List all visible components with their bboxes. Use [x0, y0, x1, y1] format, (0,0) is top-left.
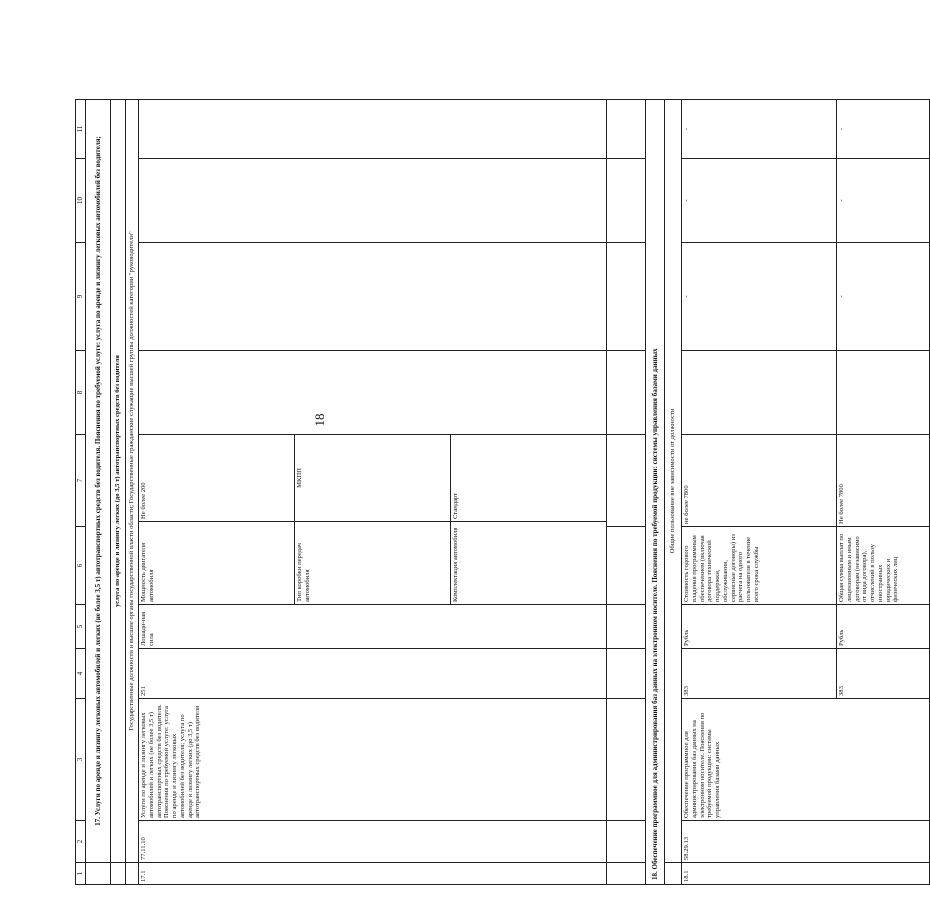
item-name: Услуги по аренде и лизингу легковых автомобилей и легких (не более 3,5 т) автотранспортных средств без водителя. Пояснения по требуемой услуге: услуга по аренде и лизингу легковых автомобилей без водителя; услуга по аренде и лизингу легких (до 3,5 т) автотранспортных средств без водителя — [139, 699, 607, 821]
page-number: 18 — [312, 413, 327, 427]
okpd-code: 58.29.13 — [682, 821, 930, 863]
dash-cell: - — [682, 159, 837, 243]
char-value: Не более 200 — [139, 435, 295, 522]
col-num: 3 — [76, 699, 86, 821]
col-num: 1 — [76, 863, 86, 885]
col-num: 9 — [76, 243, 86, 351]
empty-cell — [837, 351, 930, 435]
spacer-row — [607, 100, 646, 885]
requirements-table — [75, 99, 930, 885]
section-17-category-row — [126, 100, 139, 885]
col-num: 2 — [76, 821, 86, 863]
empty-cell — [139, 351, 607, 435]
item-name: Обеспечение программное для администрирования баз данных на электронном носителе. Пояснения по требуемой продукции: системы управления базами данных — [682, 699, 930, 821]
empty-cell — [139, 243, 607, 351]
empty-cell — [682, 351, 837, 435]
dash-cell: - — [837, 100, 930, 159]
dash-cell: - — [682, 243, 837, 351]
col-num: 8 — [76, 351, 86, 435]
okei-name: Рубль — [837, 605, 930, 649]
char-name: Тип коробки передач автомобиля — [295, 522, 451, 605]
section-17-title: 17. Услуги по аренде и лизингу легковых автомобилей и легких (не более 3,5 т) автотранспортных средств без водителя. Пояснения по требуемой услуге: услуга по аренде и лизингу легковых автомобилей без водителя; — [86, 100, 111, 863]
rotated-table-sheet — [75, 100, 900, 885]
row-number: 18.1 — [682, 863, 930, 885]
section-17-category: Государственные должности и высшие органы государственной власти области; Государственные гражданские служащие высшей группы должностей категории "руководители" — [126, 100, 139, 863]
okei-code: 383 — [837, 649, 930, 699]
empty-cell — [139, 159, 607, 243]
col-num: 11 — [76, 100, 86, 159]
col-num: 4 — [76, 649, 86, 699]
table-row-17-1 — [139, 100, 607, 885]
row-number: 17.1 — [139, 863, 607, 885]
characteristics-table — [139, 435, 606, 604]
okei-code: 383 — [682, 649, 837, 699]
char-name: Стоимость годового владения программным обеспечением (включая договора технической поддержки, обслуживания, сервисные договоры) из расчета на одного пользователя в течение всего срока службы — [682, 527, 837, 605]
section-18-title-row — [646, 100, 665, 885]
okei-code: 251 — [139, 649, 607, 699]
char-value: Стандарт — [452, 492, 459, 519]
section-18-common-row — [665, 100, 682, 885]
characteristics-cell — [139, 435, 607, 605]
section-17-subtitle-row — [111, 100, 126, 885]
empty-cell — [139, 100, 607, 159]
okpd-code: 77.11.10 — [139, 821, 607, 863]
char-name: Общая сумма выплат по лицензионным и иным договорам (независимо от вида договора), отчислений в пользу иностранных юридических и физических лиц — [837, 527, 930, 605]
char-name: Комплектация автомобиля — [451, 522, 607, 605]
col-num: 10 — [76, 159, 86, 243]
dash-cell: - — [682, 100, 837, 159]
section-18-title: 18. Обеспечение программное для администрирования баз данных на электронном носителе. Пояснения по требуемой продукции: системы управления базами данных — [646, 100, 665, 885]
okei-name: Рубль — [682, 605, 837, 649]
char-value: не более 7800 — [682, 435, 837, 527]
table-row-18-1 — [682, 100, 837, 885]
col-num: 6 — [76, 527, 86, 605]
okei-name: Лошади-ная сила — [139, 605, 607, 649]
char-value: Не более 7800 — [837, 435, 930, 527]
char-value: МКПП — [295, 435, 451, 522]
dash-cell: - — [837, 159, 930, 243]
col-num: 5 — [76, 605, 86, 649]
section-18-common-label: Общие пользование вне зависимости от должности — [665, 100, 682, 863]
dash-cell: - — [837, 243, 930, 351]
column-number-row — [76, 100, 86, 885]
section-17-subtitle: услуга по аренде и лизингу легких (до 3,5 т) автотранспортных средств без водителя — [111, 100, 126, 863]
col-num: 7 — [76, 435, 86, 527]
char-name: Мощность двигателя автомобиля — [139, 522, 295, 605]
section-17-title-row — [86, 100, 111, 885]
